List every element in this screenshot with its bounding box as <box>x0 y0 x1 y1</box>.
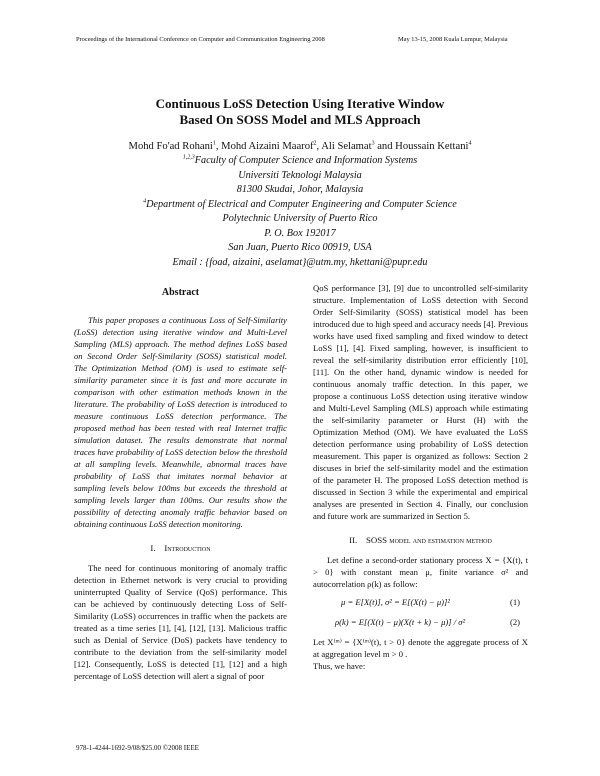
section-1-title: Introduction <box>164 543 211 553</box>
author-3: , Ali Selamat <box>316 141 372 152</box>
equation-2 <box>313 616 528 630</box>
thus-text: Thus, we have: <box>313 661 366 671</box>
section-2-title: SOSS model and estimation method <box>366 535 492 545</box>
section-2-heading <box>313 534 528 546</box>
affiliations <box>60 154 540 270</box>
running-header-left: Proceedings of the International Conference on Computer and Communication Engineering 2008 <box>76 36 325 43</box>
equation-2-number: (2) <box>509 617 520 627</box>
affiliation-mark-2: 4 <box>143 198 147 205</box>
author-1: Mohd Fo'ad Rohani <box>128 141 213 152</box>
affiliation-line-4 <box>60 198 540 213</box>
author-4-mark: 4 <box>468 140 472 147</box>
abstract-heading: Abstract <box>161 287 200 298</box>
running-header-right: May 13-15, 2008 Kuala Lumpur, Malaysia <box>398 36 508 43</box>
aggregate-process-text: Let X⁽ᵐ⁾ = {X⁽ᵐ⁾(t), t > 0} denote the aggregate process of X at aggregation level m > 0 . <box>313 637 528 659</box>
title-line-2: Based On SOSS Model and MLS Approach <box>179 112 421 127</box>
author-2: , Mohd Aizaini Maarof <box>215 141 314 152</box>
section-1-heading <box>74 542 287 554</box>
section-1-number: I. <box>150 543 156 553</box>
section-2-number: II. <box>349 535 358 545</box>
equation-2-formula: ρ(k) = E[(X(t) − μ)(X(t + k) − μ)] / σ² <box>335 617 466 627</box>
affiliation-university: Universiti Teknologi Malaysia <box>238 169 362 181</box>
affiliation-line-1 <box>60 154 540 169</box>
affiliation-department: Department of Electrical and Computer Engineering and Computer Science <box>146 198 457 210</box>
author-2-mark: 2 <box>313 140 317 147</box>
title-line-1: Continuous LoSS Detection Using Iterative Window <box>155 96 445 111</box>
right-column <box>313 282 528 672</box>
left-column <box>74 287 287 682</box>
equation-1-number: (1) <box>509 597 520 607</box>
equation-1 <box>313 596 528 610</box>
affiliation-faculty: Faculty of Computer Science and Information Systems <box>194 155 418 166</box>
author-3-mark: 3 <box>371 140 375 147</box>
paper-title <box>60 96 540 128</box>
affiliation-university-2: Polytechnic University of Puerto Rico <box>222 213 378 224</box>
author-1-mark: 1 <box>212 140 216 147</box>
equation-1-formula: μ = E[X(t)], σ² = E[(X(t) − μ)]² <box>341 597 450 607</box>
intro-continued-text: QoS performance [3], [9] due to uncontrolled self-similarity structure. Implementation of LoSS detection with Second Order Self-Similarity (SOSS) statistical model has been introduced due to high speed and accuracy needs [4]. Previous works have used fixed sampling and fixed window to detect LoSS [1], [4]. Fixed sampling, however, is insufficient to reveal the self-similarity distribution error efficiently [10], [11]. On the other hand, dynamic window is needed for continuous anomaly traffic detection. In this paper, we propose a continuous LoSS detection using iterative window and Multi-Level Sampling (MLS) approach while estimating the self-similarity parameter or Hurst (H) with the Optimization Method (OM). We have evaluated the LoSS detection performance using probability of LoSS detection measurement. This paper is organized as follows: Section 2 discuses in brief the self-similarity model and the estimation of the parameter H. The proposed LoSS detection method is discussed in Section 3 while the experimental and empirical analyses are presented in Section 4. Finally, our conclusion and future work are summarized in Section 5. <box>313 283 528 521</box>
affiliation-po-box: P. O. Box 192017 <box>264 227 336 239</box>
abstract-text: This paper proposes a continuous Loss of Self-Similarity (LoSS) detection using iterative window and Multi-Level Sampling (MLS) approach. The method defines LoSS based on Second Order Self-Similarity (SOSS) statistical model. The Optimization Method (OM) is used to estimate self-similarity parameter since it is fast and more accurate in comparison with other estimation methods known in the literature. The probability of LoSS detection is introduced to measure continuous LoSS detection performance. The proposed method has been tested with real Internet traffic simulation dataset. The results demonstrate that normal traces have probability of LoSS detection below the threshold at all sampling levels. Meanwhile, abnormal traces have probability of LoSS that imitates normal behavior at sampling levels below 100ms but exceeds the threshold at sampling levels larger than 100ms. Our results show the possibility of detecting anomaly traffic behavior based on obtaining continuous LoSS detection monitoring. <box>74 315 287 529</box>
affiliation-email: Email : {foad, aizaini, aselamat}@utm.my, hkettani@pupr.edu <box>172 256 428 268</box>
affiliation-mark-1: 1,2,3 <box>182 154 195 161</box>
author-4: and Houssain Kettani <box>374 141 469 152</box>
section-2-text: Let define a second-order stationary process X = {X(t), t > 0} with constant mean μ, finite variance σ² and autocorrelation ρ(k) as follow: <box>313 555 528 589</box>
author-list <box>60 141 540 152</box>
affiliation-address-1: 81300 Skudai, Johor, Malaysia <box>236 184 364 195</box>
copyright-footer: 978-1-4244-1692-9/08/$25.00 ©2008 IEEE <box>76 744 199 752</box>
affiliation-address-2: San Juan, Puerto Rico 00919, USA <box>228 242 372 253</box>
introduction-text: The need for continuous monitoring of anomaly traffic detection in Ethernet network is very crucial to providing uninterrupted Quality of Service (QoS) performance. This can be achieved by continuously detecting Loss of Self-Similarity (LoSS) occurrences in traffic when the packets are treated as a time series [1], [4], [12], [13]. Malicious traffic such as Denial of Service (DoS) packets have tendency to contribute to the deviation from the self-similarity model [12]. Consequently, LoSS is detected [1], [12] and a high percentage of LoSS detection will alert a signal of poor <box>74 563 287 681</box>
